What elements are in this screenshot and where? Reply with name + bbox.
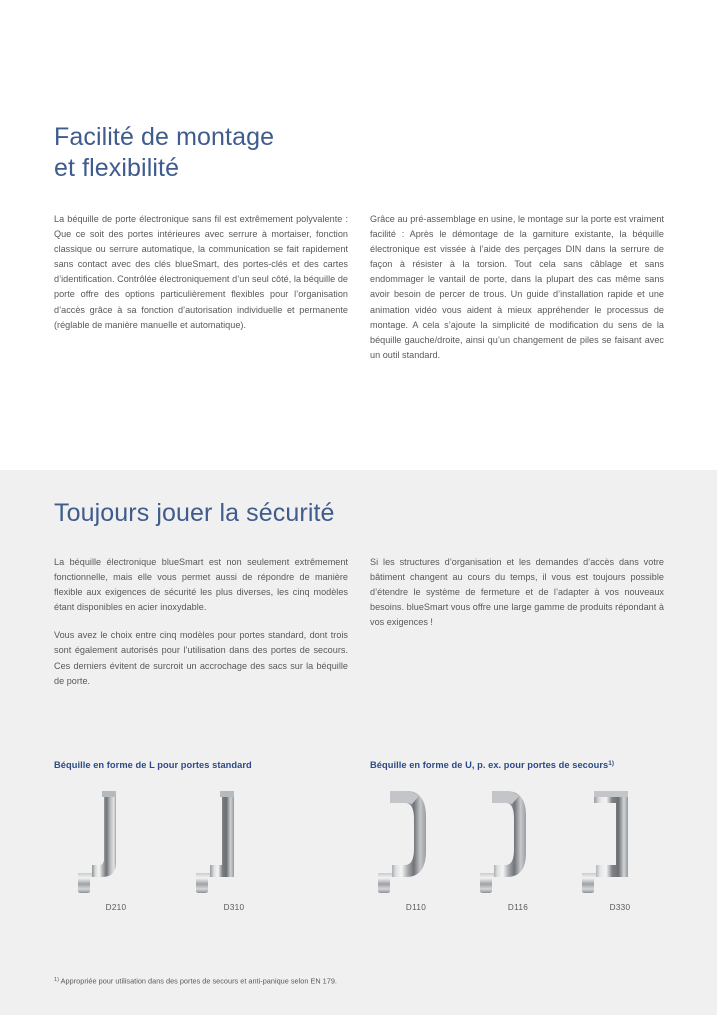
footnote-text: Appropriée pour utilisation dans des portes de secours et anti-panique selon EN 179. <box>60 976 337 986</box>
sub-title-text: Béquille en forme de L pour portes standard <box>54 760 252 770</box>
section-mounting-left-column <box>54 212 348 363</box>
footnote <box>54 975 664 987</box>
sub-title <box>370 760 664 770</box>
page-title-line-1: Facilité de montage <box>54 123 275 151</box>
section-security-title: Toujours jouer la sécurité <box>54 499 335 527</box>
product-list-l <box>54 785 348 912</box>
handle-d310-icon <box>190 785 278 897</box>
footnote-marker: 1) <box>608 760 615 767</box>
section-security <box>0 470 717 1015</box>
product-code: D110 <box>405 903 427 912</box>
product-group-l <box>54 785 348 912</box>
product-code: D310 <box>223 903 245 912</box>
paragraph: Si les structures d’organisation et les demandes d’accès dans votre bâtiment changent au cours du temps, il vous est toujours possible d’étendre le système de fermeture et de l’adapter à vos nouveaux besoins. blueSmart vous offre une large gamme de produits répondant à vos exigences ! <box>370 557 664 628</box>
product-item[interactable] <box>72 785 160 912</box>
paragraph: Grâce au pré-assemblage en usine, le montage sur la porte est vraiment facilité : Après le démontage de la garniture existante, la béquille électronique est vissée à l’aide des perçages DIN dans la serrure de façon à résister à la torsion. Tout cela sans câblage et sans endommager le vantail de porte, dans la plupart des cas même sans avoir besoin de percer de trous. Un guide d’installation rapide et une animation vidéo vous aident à mieux appréhender le processus de montage. A cela s’ajoute la simplicité de modification du sens de la béquille gauche/droite, ainsi qu’un changement de piles se faisant avec un outil standard. <box>370 214 664 360</box>
product-item[interactable] <box>372 785 460 912</box>
sub-title-text: Béquille en forme de U, p. ex. pour portes de secours <box>370 760 609 770</box>
handle-d330-icon <box>576 785 664 897</box>
product-group-headings <box>54 760 664 770</box>
handle-d210-icon <box>72 785 160 897</box>
product-item[interactable] <box>474 785 562 912</box>
product-group-u <box>370 785 664 912</box>
product-list-u <box>370 785 664 912</box>
paragraph: La béquille de porte électronique sans fil est extrêmement polyvalente : Que ce soit des portes intérieures avec serrure à mortaiser, fonction classique ou serrure automatique, la communication se fait rapidement sans contact avec des clés blueSmart, des portes-clés et des cartes d’identification. Contrôlée électroniquement d’un seul côté, la béquille de porte offre des options particulièrement flexibles pour l’organisation d’accès grâce à sa fonction d’autorisation individuelle et permanente (réglable de manière manuelle et automatique). <box>54 214 348 330</box>
section-mounting-columns <box>54 212 664 363</box>
product-group-heading-l <box>54 760 348 770</box>
sub-title <box>54 760 348 770</box>
handle-d110-icon <box>372 785 460 897</box>
paragraph: Vous avez le choix entre cinq modèles pour portes standard, dont trois sont également autorisés pour l’utilisation dans des portes de secours. Ces derniers évitent de surcroit un accrochage des sacs sur la béquille de porte. <box>54 630 348 686</box>
section-mounting <box>0 0 717 470</box>
footnote-block <box>54 975 664 987</box>
section-security-left-column <box>54 555 348 689</box>
paragraph: La béquille électronique blueSmart est non seulement extrêmement fonctionnelle, mais elle vous permet aussi de répondre de manière flexible aux exigences de sécurité les plus diverses, les cinq modèles étant disponibles en acier inoxydable. <box>54 557 348 613</box>
section-mounting-right-column <box>370 212 664 363</box>
section-security-right-column <box>370 555 664 689</box>
section-mounting-title-block <box>54 122 664 184</box>
page-title-line-2: et flexibilité <box>54 154 180 182</box>
footnote-marker: 1) <box>54 977 60 983</box>
section-security-columns <box>54 555 664 689</box>
product-code: D330 <box>609 903 631 912</box>
page-title <box>54 122 664 184</box>
product-group-heading-u <box>370 760 664 770</box>
section-security-title-block <box>54 498 664 529</box>
product-item[interactable] <box>190 785 278 912</box>
handle-d116-icon <box>474 785 562 897</box>
product-item[interactable] <box>576 785 664 912</box>
product-code: D210 <box>105 903 127 912</box>
product-code: D116 <box>507 903 529 912</box>
